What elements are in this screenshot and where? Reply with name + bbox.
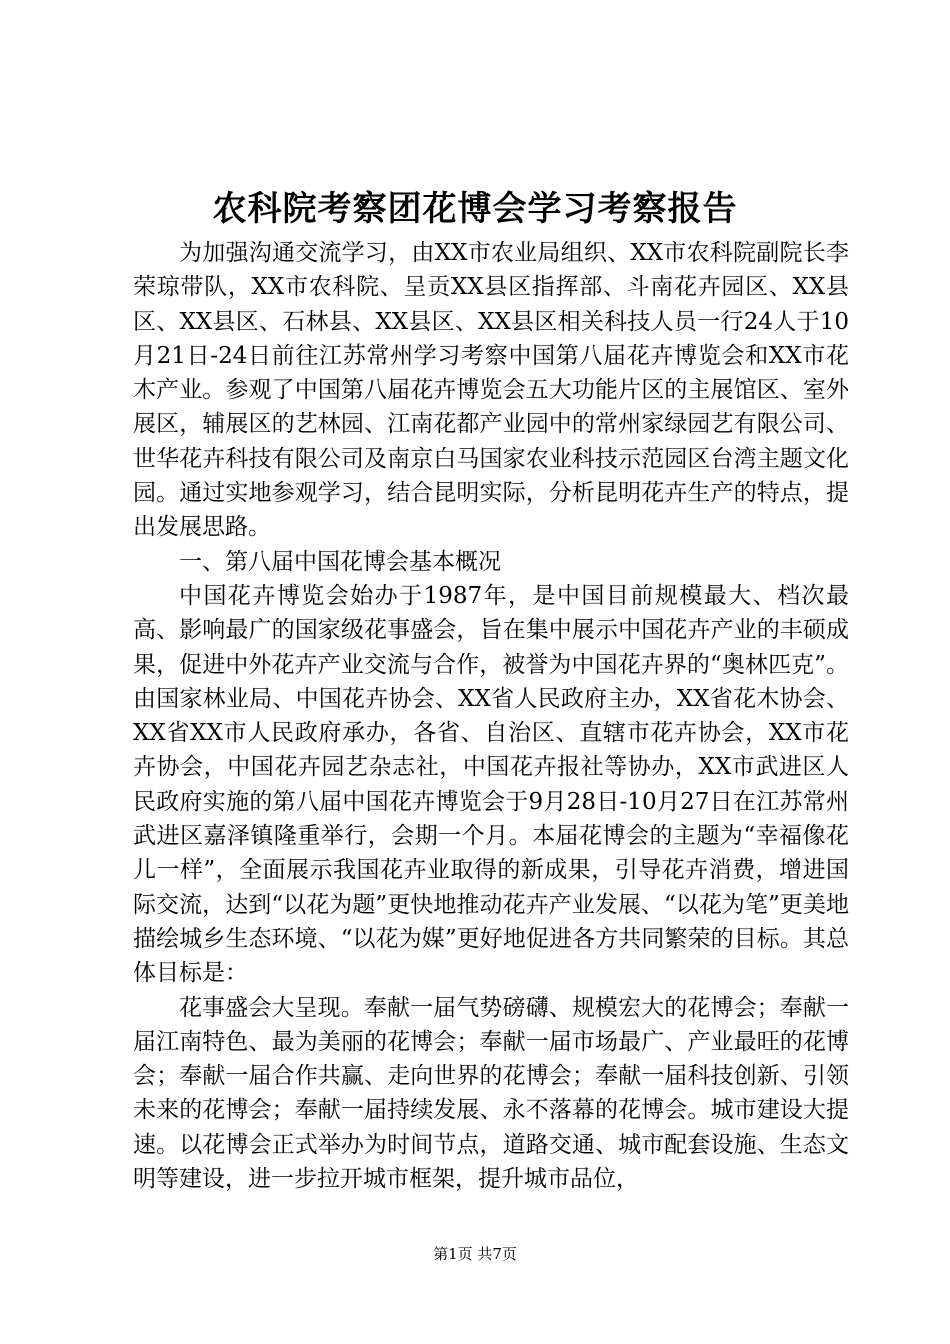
paragraph-overview: 中国花卉博览会始办于1987年，是中国目前规模最大、档次最高、影响最广的国家级花事盛会，旨在集中展示中国花卉产业的丰硕成果，促进中外花卉产业交流与合作，被誉为中国花卉界的“奥林匹克”。由国家林业局、中国花卉协会、XX省人民政府主办，XX省花木协会、XX省XX市人民政府承办，各省、自治区、直辖市花卉协会，XX市花卉协会，中国花卉园艺杂志社，中国花卉报社等协办，XX市武进区人民政府实施的第八届中国花卉博览会于9月28日-10月27日在江苏常州武进区嘉泽镇隆重举行，会期一个月。本届花博会的主题为“幸福像花儿一样”，全面展示我国花卉业取得的新成果，引导花卉消费，增进国际交流，达到“以花为题”更快地推动花卉产业发展、“以花为笔”更美地描绘城乡生态环境、“以花为媒”更好地促进各方共同繁荣的目标。其总体目标是： [133,582,849,987]
document-title: 农科院考察团花博会学习考察报告 [212,189,738,229]
section-heading-1: 一、第八届中国花博会基本概况 [179,548,501,575]
document-body [133,236,849,1196]
paragraph-intro: 为加强沟通交流学习，由XX市农业局组织、XX市农科院副院长李荣琼带队，XX市农科院、呈贡XX县区指挥部、斗南花卉园区、XX县区、XX县区、石林县、XX县区、XX县区相关科技人员一行24人于10月21日-24日前往江苏常州学习考察中国第八届花卉博览会和XX市花木产业。参观了中国第八届花卉博览会五大功能片区的主展馆区、室外展区，辅展区的艺林园、江南花都产业园中的常州家绿园艺有限公司、世华花卉科技有限公司及南京白马国家农业科技示范园区台湾主题文化园。通过实地参观学习，结合昆明实际，分析昆明花卉生产的特点，提出发展思路。 [133,240,849,541]
paragraph-goals: 花事盛会大呈现。奉献一届气势磅礴、规模宏大的花博会；奉献一届江南特色、最为美丽的花博会；奉献一届市场最广、产业最旺的花博会；奉献一届合作共赢、走向世界的花博会；奉献一届科技创新、引领未来的花博会；奉献一届持续发展、永不落幕的花博会。城市建设大提速。以花博会正式举办为时间节点，道路交通、城市配套设施、生态文明等建设，进一步拉开城市框架，提升城市品位， [133,994,849,1193]
page-footer: 第1页 共7页 [433,1245,517,1263]
